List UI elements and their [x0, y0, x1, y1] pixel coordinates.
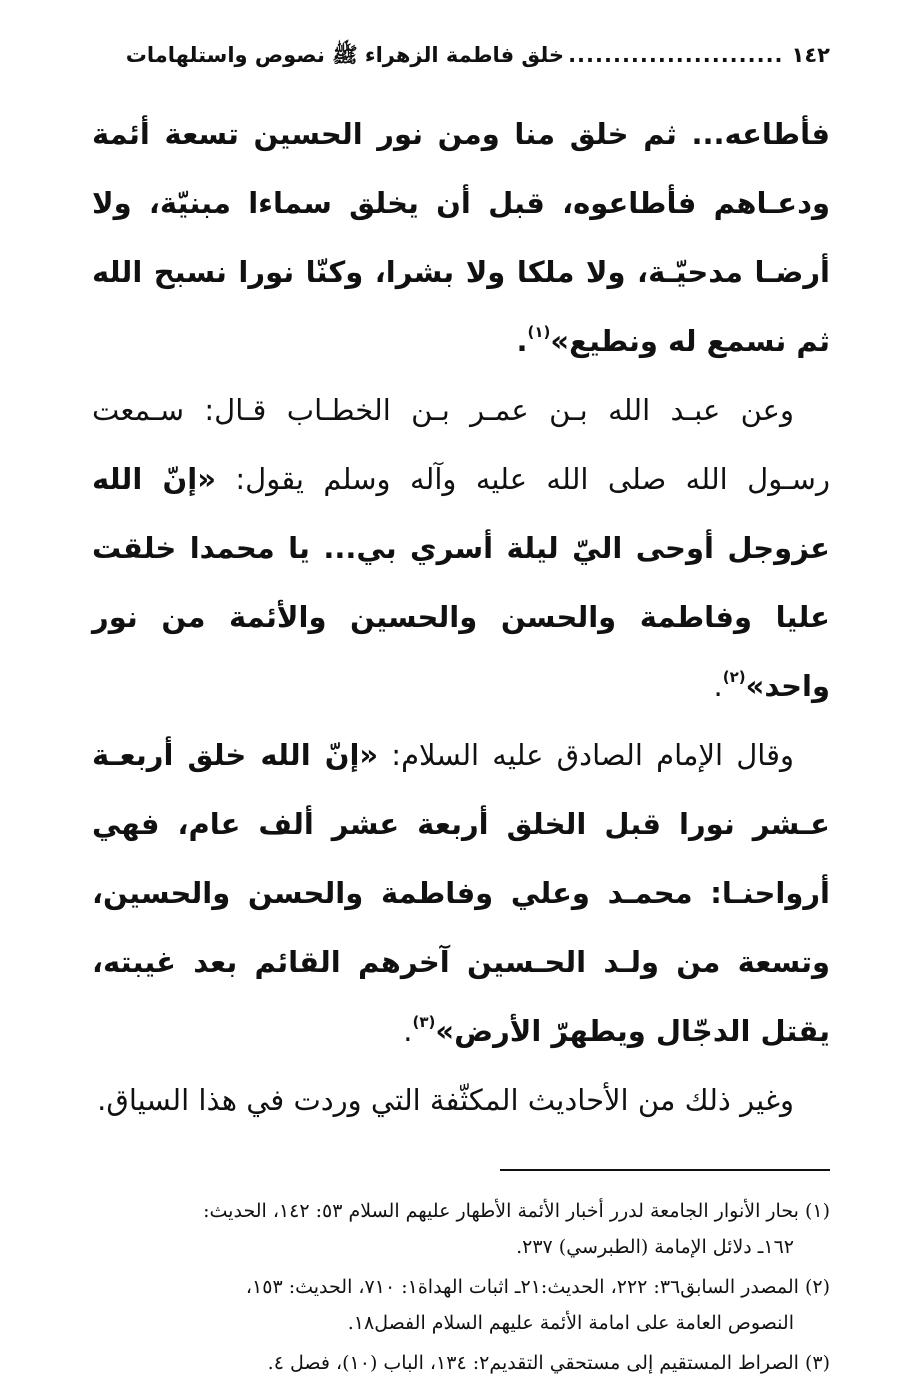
footnotes [92, 1193, 830, 1381]
paragraph-3 [92, 721, 830, 1066]
footnote-3-line-1: (٣) الصراط المستقيم إلى مستحقي التقديم٢: ١٣٤، الباب (١٠)، فصل ٤. [267, 1352, 830, 1374]
paragraph-2 [92, 376, 830, 721]
footnote-2-line-1: (٢) المصدر السابق٣٦: ٢٢٢، الحديث:٢١ـ اثبات الهداة١: ٧١٠، الحديث: ١٥٣، [245, 1276, 830, 1298]
paragraph-2-intro: وعن عبـد الله بـن عمـر بـن الخطـاب قـال: سـمعت رسـول الله صلى الله عليه وآله وسلم يقول: [92, 393, 830, 496]
running-header [92, 42, 830, 82]
running-title: خلق فاطمة الزهراء ﷺ نصوص واستلهامات [125, 43, 565, 67]
book-page [92, 42, 830, 1374]
paragraph-3-quote: «إنّ الله خلق أربعـة عـشر نورا قبل الخلق أربعة عشر ألف عام، فهي أرواحنـا: محمـد وعلي وفاطمة والحسن والحسين، وتسعة من ولـد الحـسين آخرهم القائم بعد غيبته، يقتل الدجّال ويطهرّ الأرض» [92, 738, 830, 1048]
footnote-1-line-1: (١) بحار الأنوار الجامعة لدرر أخبار الأئمة الأطهار عليهم السلام ٥٣: ١٤٢، الحديث: [203, 1200, 830, 1222]
footnote-1 [92, 1193, 830, 1265]
paragraph-3-end: . [403, 1014, 413, 1048]
footnote-1-line-2: ١٦٢ـ دلائل الإمامة (الطبرسي) ٢٣٧. [516, 1236, 794, 1258]
header-leader-dots: ........................ [568, 43, 784, 67]
paragraph-1-end: . [516, 324, 528, 358]
footnote-ref-1: (١) [527, 323, 551, 341]
footnote-2 [92, 1269, 830, 1341]
footnote-separator [500, 1169, 830, 1171]
footnote-ref-3: (٣) [412, 1013, 436, 1031]
paragraph-4 [92, 1066, 830, 1135]
paragraph-1 [92, 100, 830, 376]
main-text [92, 100, 830, 1135]
footnote-ref-2: (٢) [722, 668, 746, 686]
paragraph-2-end: . [713, 669, 723, 703]
paragraph-1-text: فأطاعه... ثم خلق منا ومن نور الحسين تسعة أئمة ودعـاهم فأطاعوه، قبل أن يخلق سماءا مبنيّة، ولا أرضـا مدحيّـة، ولا ملكا ولا بشرا، وكنّا نورا نسبح الله ثم نسمع له ونطيع» [92, 117, 830, 358]
paragraph-2-quote: «إنّ الله عزوجل أوحى اليّ ليلة أسري بي... يا محمدا خلقت عليا وفاطمة والحسن والحسين والأئمة من نور واحد» [92, 462, 830, 703]
footnote-2-line-2: النصوص العامة على امامة الأئمة عليهم السلام الفصل١٨. [347, 1312, 794, 1334]
page-number: ١٤٢ [791, 43, 830, 67]
paragraph-3-intro: وقال الإمام الصادق عليه السلام: [378, 738, 794, 772]
paragraph-4-text: وغير ذلك من الأحاديث المكثّفة التي وردت في هذا السياق. [97, 1083, 794, 1117]
footnote-3 [92, 1345, 830, 1381]
